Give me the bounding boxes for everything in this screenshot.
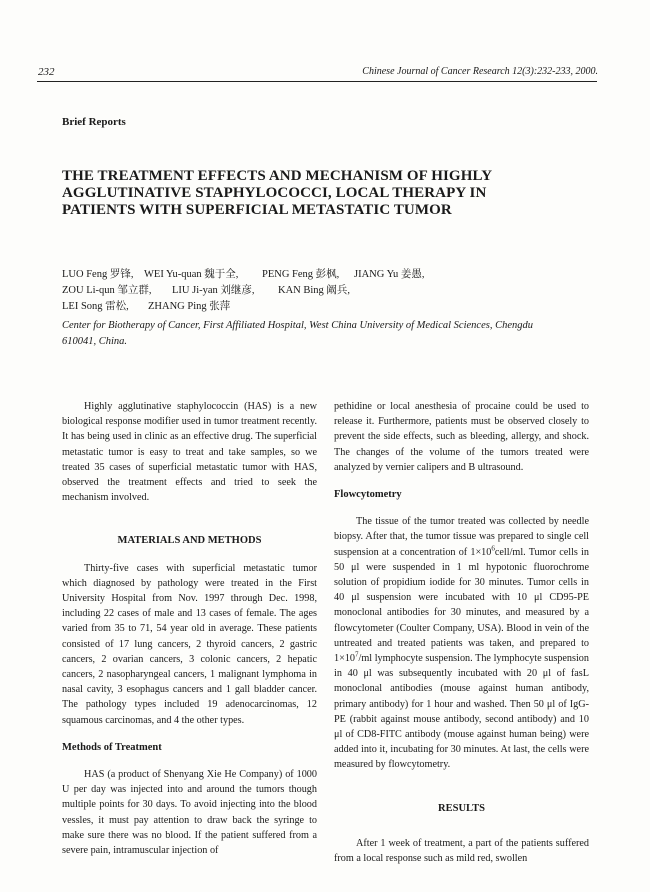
title-line: THE TREATMENT EFFECTS AND MECHANISM OF HIGHLY — [62, 168, 493, 184]
author: ZOU Li-qun 邹立群, — [62, 285, 152, 296]
flowcytometry-paragraph — [334, 514, 589, 772]
author-line — [62, 283, 425, 299]
left-column — [62, 399, 317, 858]
results-paragraph: After 1 week of treatment, a part of the patients suffered from a local response such as mild red, swollen — [334, 837, 589, 865]
affiliation: Center for Biotherapy of Cancer, First Affiliated Hospital, West China University of Medical Sciences, Chengdu 610041, China. — [62, 320, 533, 347]
title-line: PATIENTS WITH SUPERFICIAL METASTATIC TUMOR — [62, 201, 452, 218]
author: LEI Song 雷松, — [62, 301, 129, 312]
author-line — [62, 267, 425, 283]
title-line: AGGLUTINATIVE STAPHYLOCOCCI, LOCAL THERAPY IN — [62, 184, 487, 201]
author-line — [62, 299, 425, 315]
flow-text: cell/ml. Tumor cells in 50 μl were suspended in 1 ml hypotonic fluorochrome solution of propidium iodide for 30 minutes. Tumor cells in 40 μl suspension were incubated with 10 μl CD95-PE monoclonal antibodies for 30 minutes, and measured by a flowcytometer (Coulter Company, USA). Blood in vein of the untreated and treated patients was taken, and prepared to 1×10 — [334, 546, 589, 665]
author: PENG Feng 彭枫, — [262, 269, 340, 280]
exponent: 7 — [355, 650, 359, 659]
methods-paragraph: HAS (a product of Shenyang Xie He Company) of 1000 U per day was injected into and around the tumors though multiple points for 30 days. To avoid injecting into the blood vessles, it must pay attention to draw back the syringe to make sure there was no blood. If the patient suffered from a severe pain, intramuscular injection of — [62, 769, 317, 857]
exponent: 6 — [491, 544, 495, 553]
materials-paragraph: Thirty-five cases with superficial metastatic tumor which diagnosed by pathology were treated in the First University Hospital from Nov. 1997 through Dec. 1998, including 22 cases of male and 13 cases of female. The ages varied from 35 to 71, 54 year old in average. These patients consisted of 17 lung cancers, 2 thyroid cancers, 2 gastric cancers, 2 ovarian cancers, 3 colonic cancers, 2 hepatic cancers, 2 nasopharyngeal cancers, 1 malignant lymphoma in nasal cavity, 3 esophagus cancers and 1 gall bladder cancer. The pathology types included 19 adenocarcinomas, 12 squamous carcinomas, and 4 the other types. — [62, 562, 317, 726]
author: WEI Yu-quan 魏于全, — [144, 269, 239, 280]
continuation-paragraph: pethidine or local anesthesia of procaine could be used to release it. Furthermore, patients must be observed closely to prevent the side effects, such as bleeding, allergy, and shock. The changes of the volume of the tumors treated were analyzed by vernier calipers and B ultrasound. — [334, 401, 589, 473]
author-list — [62, 267, 425, 315]
author: KAN Bing 阚兵, — [278, 285, 351, 296]
methods-treatment-heading: Methods of Treatment — [62, 741, 162, 753]
author: LIU Ji-yan 刘继彦, — [172, 285, 255, 296]
materials-methods-heading: MATERIALS AND METHODS — [117, 535, 262, 547]
flow-text: The tissue of the tumor treated was collected by needle biopsy. After that, the tumor tissue was prepared to single cell suspension at a concentration of 1×10 — [334, 516, 589, 558]
article-title — [62, 168, 562, 218]
right-column — [334, 399, 589, 866]
section-label: Brief Reports — [62, 116, 126, 128]
flowcytometry-heading: Flowcytometry — [334, 489, 402, 501]
page-number: 232 — [38, 66, 55, 78]
results-heading: RESULTS — [438, 802, 485, 814]
journal-citation: Chinese Journal of Cancer Research 12(3):232-233, 2000. — [362, 66, 598, 77]
author: JIANG Yu 姜愚, — [354, 269, 425, 280]
author: LUO Feng 罗锋, — [62, 269, 134, 280]
header-rule — [37, 81, 597, 82]
flow-text: /ml lymphocyte suspension. The lymphocyte suspension in 40 μl was subsequently incubated with 20 μl of fasL monoclonal antibodies (mouse against human antibody, primary antibody) for 1 hour and washed. Then 50 μl of IgG-PE (rabbit against mouse antibody, second antibody) and 10 μl of CD8-FITC antibody (mouse against human being) were added into it, incubating for 30 minutes. At last, the cells were measured by flowcytometry. — [334, 653, 589, 771]
intro-paragraph: Highly agglutinative staphylococcin (HAS) is a new biological response modifier used in tumor treatment recently. It has being used in clinic as an effective drug. The superficial metastatic tumor is easy to treat and take samples, so we treated 35 cases of superficial metastatic tumor with HAS, observed the treatment effects and tried to seek the mechanism involved. — [62, 401, 317, 504]
author: ZHANG Ping 张萍 — [148, 301, 231, 312]
